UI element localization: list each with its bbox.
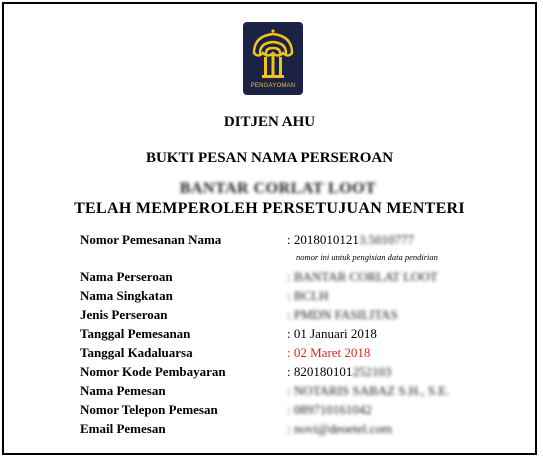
expiry-date-value: : 02 Maret 2018 xyxy=(287,345,371,360)
company-type-value: : PMDN FASILITAS xyxy=(287,307,398,322)
phone-label: Nomor Telepon Pemesan xyxy=(80,402,218,417)
short-name-value: : BCLH xyxy=(287,288,329,303)
email-row xyxy=(80,420,520,438)
payment-code-label: Nomor Kode Pembayaran xyxy=(80,364,226,379)
company-type-label: Jenis Perseroan xyxy=(80,307,168,322)
pengayoman-logo xyxy=(243,22,303,95)
orderer-row xyxy=(80,382,520,400)
order-date-value: : 01 Januari 2018 xyxy=(287,326,377,341)
short-name-label: Nama Singkatan xyxy=(80,288,173,303)
document-title: BUKTI PESAN NAMA PERSEROAN xyxy=(145,150,394,166)
order-number-label: Nomor Pemesanan Nama xyxy=(80,232,222,247)
phone-value: : 089710161042 xyxy=(287,402,372,417)
company-name-value: : BANTAR CORLAT LOOT xyxy=(287,269,438,284)
expiry-date-row xyxy=(80,344,520,362)
company-name-label: Nama Perseroan xyxy=(80,269,173,284)
payment-code-row xyxy=(80,363,520,381)
approval-heading: TELAH MEMPEROLEH PERSETUJUAN MENTERI xyxy=(74,200,465,217)
order-number-note: nomor ini untuk pengisian data pendirian xyxy=(296,252,438,262)
order-number-value: : 20180101213.5010777 xyxy=(287,232,415,247)
orderer-value: : NOTARIS SABAZ S.H., S.E. xyxy=(287,383,450,398)
company-type-row xyxy=(80,306,520,324)
orderer-label: Nama Pemesan xyxy=(80,383,166,398)
logo-caption: PENGAYOMAN xyxy=(250,83,296,89)
order-number-row xyxy=(80,231,520,249)
email-label: Email Pemesan xyxy=(80,421,166,436)
payment-code-value: : 820180101252103 xyxy=(287,364,392,379)
order-date-label: Tanggal Pemesanan xyxy=(80,326,191,341)
email-value: : novi@deoetel.com xyxy=(287,421,393,436)
expiry-date-label: Tanggal Kadaluarsa xyxy=(80,345,193,360)
company-name-row xyxy=(80,268,520,286)
company-name-banner: BANTAR CORLAT LOOT xyxy=(179,180,377,197)
order-date-row xyxy=(80,325,520,343)
office-heading: DITJEN AHU xyxy=(223,114,316,130)
short-name-row xyxy=(80,287,520,305)
phone-row xyxy=(80,401,520,419)
